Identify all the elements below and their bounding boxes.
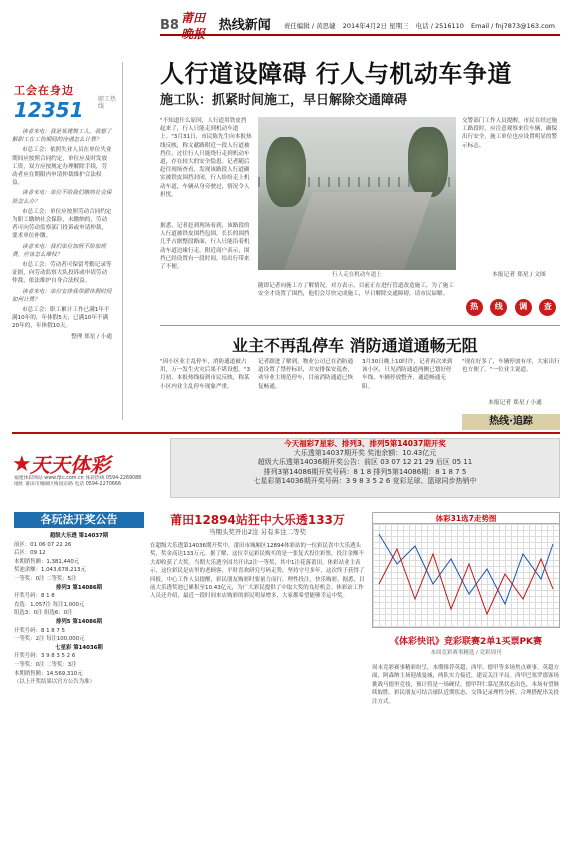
answer-2: 市总工会：单位应按照劳动合同约定为职工缴纳社会保险，未缴纳的，劳动者可向劳动监察部门投诉或申请仲裁，要求单位补缴。: [12, 208, 112, 240]
lottery-logo: 天天体彩: [30, 453, 110, 477]
notice-line: 开奖号码：3 9 8 3 5 2 6: [14, 653, 76, 660]
banner-line: 排列3第14086期开奖号码：8 1 8 排列5第14086期：8 1 8 7 5: [263, 467, 467, 476]
photo-caption: 行人走在机动车道上: [332, 272, 382, 278]
column-author: 整理 郑星 / 小通: [71, 333, 112, 340]
story1-col-a: "不知道什么原因，人行道用铁皮挡起来了，行人只能走到机动车道上。"3月31日，市民陈先生向本报热线反映，称文献路附近一段人行道被挡住，过往行人只能绕行走到机动车道，存在较大的安全隐患。记者随后赶往现场查看，发现该路段人行道确实被铁皮围挡封闭，行人纷纷走上机动车道，车辆从身旁驶过，情况令人担忧。: [160, 118, 252, 198]
logo-top-text: 工会在身边: [14, 84, 74, 97]
page-number: B8: [160, 18, 179, 34]
trend-line-blue: [379, 534, 553, 604]
logo-number: 12351: [14, 97, 84, 122]
mid-subhead: 当期头奖开出2注 另有多注二等奖: [208, 528, 307, 536]
page-header: [160, 10, 560, 34]
question-1: 读者来电：我是某建筑工人，我想了解职工在工伤期间的待遇怎么计算？: [12, 129, 112, 144]
issue-date: 2014年4月2日 星期三: [342, 21, 409, 30]
story1-col-c: 随即记者向施工方了解情况，对方表示，目前正在进行管道改造施工，为了施工安全才设置了围挡，他们会尽快完成施工，早日解除交通障碍，请市民谅解。: [258, 283, 454, 298]
question-3: 读者来电：我们单位加班不给加班费，应该怎么维权？: [12, 243, 106, 258]
notice-title: 各玩法开奖公告: [14, 512, 144, 528]
story2-author: 本报记者 郑星 / 小通: [488, 400, 542, 406]
question-2: 读者来电：单位不给我们缴纳社会保险怎么办？: [12, 190, 112, 205]
mid-headline[interactable]: 莆田12894站狂中大乐透133万: [170, 513, 345, 527]
notice-line: 奖池余额：1,043,678,213元: [14, 567, 86, 574]
notice-line: 本期销售额：14,569,310元: [14, 670, 83, 677]
banner-line: 超级大乐透第14036期开奖公告：前区 03 07 12 21 29 后区 05 11: [257, 458, 473, 466]
answer-1: 市总工会：依照失业人员在单位失业期间应按照合同约定，单位应及时发放工资，双方应按规定办理解除手续，劳动者应在期限内申请仲裁维护合法权益。: [12, 147, 112, 187]
pk-headline[interactable]: 《体彩快讯》竞彩联赛2单1买票PK赛: [389, 637, 543, 647]
star-icon: ★: [12, 452, 32, 477]
stamp-char: 线: [490, 299, 507, 316]
stamp-char: 调: [515, 299, 532, 316]
notice-line: 一等奖：0注 二等奖：3注: [14, 661, 77, 668]
story1-subhead: 施工队：抓紧时间施工，早日解除交通障碍: [160, 93, 408, 108]
question-4: 读者来电：单位安排我带薪休假时间如何计算？: [12, 288, 112, 303]
section-title: 热线新闻: [218, 18, 271, 34]
pk-article: 周末竞彩赛事精彩纷呈，本期推荐英超、西甲、德甲等多场焦点赛事。英超方面，阿森纳主场迎战曼城，两队实力接近，建议关注平局。西甲巴塞罗那客场挑战马德里竞技，预计将是一场硬仗。德甲拜仁慕尼黑状态出色，本场有望继续取胜。彩民朋友可结合球队近期状态、交锋记录理性分析，合理搭配串关投注方式。: [372, 665, 560, 705]
notice-line: 开奖号码：8 1 8 7 5: [14, 627, 65, 634]
notice-line: 后区：09 12: [14, 550, 46, 557]
story2-col-c: 3月30日晚上10时许，记者再次来到该小区，只见消防通道两侧已划好停车线，车辆停放整齐，通道畅通无阻。: [362, 359, 453, 390]
notice-line: 七星彩 第14036期: [55, 644, 103, 651]
tree-shape: [266, 137, 306, 207]
notice-line: 一等奖：0注 二等奖：5注: [14, 575, 77, 582]
banner-line: 七星彩第14036期开奖号码：3 9 8 3 5 2 6 竞彩足球、篮球同步热销中: [253, 477, 477, 485]
notice-line: 直选：1,057注 每注1,000元: [14, 601, 85, 608]
stamp-char: 热: [466, 299, 483, 316]
editor: 责任编辑 / 黄思婕: [283, 21, 336, 30]
story1-col-b: 据悉，记者赶到现场看到，该路段的人行道被铁皮围挡包围，长长的围挡几乎占据整段路面，行人只能沿着机动车道边缘行走。附近商户表示，围挡已经设置有一段时间，给出行带来了不便。: [160, 223, 250, 271]
email: Email / fnj7873@163.com: [471, 21, 555, 30]
notice-line: 前区：01 06 07 22 26: [14, 541, 72, 548]
banner-line: 今天福彩7星彩、排列3、排列5第14037期开奖: [284, 439, 446, 448]
stamp-char: 查: [539, 299, 556, 316]
phone: 电话 / 2516110: [415, 21, 464, 30]
story2-headline[interactable]: 业主不再乱停车 消防通道通畅无阻: [232, 336, 478, 355]
notice-line: 组选3：0注 组选6：0注: [14, 610, 73, 617]
pk-subhead: 本周竞彩赛事精选 / 竞彩周刊: [430, 650, 502, 656]
story2-col-a: "因小区业主乱停车，消防通道被占用，万一发生火灾后果不堪设想。"3月初，本报热线接到市民反映，称某小区内业主乱停车现象严重。: [160, 359, 251, 390]
lottery-banner: [170, 438, 560, 498]
story1-col-d: 交警部门工作人员提醒，市民在经过施工路段时，应注意观察来往车辆，确保出行安全，施工单位也应设置明显的警示标志。: [462, 118, 558, 149]
story1-author: 本报记者 郑星 / 文图: [492, 272, 546, 278]
lottery-meta: 福建体彩网站 www.fjtc.com.cn 体彩热线 0594-2269088 地址 莆田市城厢区梅园东路 电话 0594-2270666: [14, 476, 142, 487]
trend-chart: [372, 512, 560, 628]
header-rule: [160, 34, 560, 36]
notice-list: [14, 532, 144, 687]
answer-3: 市总工会：劳动者可保留考勤记录等证据，向劳动监察大队投诉或申请劳动仲裁，依法维护自身合法权益。: [12, 262, 112, 285]
notice-line: 排列5 第14086期: [56, 618, 102, 625]
mid-article: 在超级大乐透第14036期开奖中，莆田市城厢区12894体彩站的一位彩民喜中大乐透头奖，奖金高达133万元。据了解，这位幸运彩民购买的是一张复式投注彩票，投注金额不大却收获了大奖。当期大乐透全国共开出2注一等奖，其中1注花落莆田。体彩站业主表示，这位彩民是店里的老顾客，平时喜欢研究号码走势，坚持守号多年，这次终于获得了回报。中心工作人员提醒，彩民朋友购彩时要量力而行，理性投注，快乐购彩。据悉，目前大乐透奖池已累积至10.43亿元，为广大彩民提供了中取大奖的良好机会。体彩站工作人员还介绍，最近一段时间来店购彩的彩民明显增多，大家都希望能够幸运中奖。: [150, 543, 365, 600]
trend-lines: [373, 524, 559, 627]
story-divider: [160, 325, 560, 326]
notice-line: （以上开奖结果以官方公告为准）: [14, 679, 95, 686]
notice-line: 超级大乐透 第14037期: [49, 533, 109, 539]
story2-col-b: 记者跟进了解到，物业公司已在消防通道设置了禁停标识，并安排保安巡查，劝导业主规范停车，目前消防通道已恢复畅通。: [258, 359, 354, 390]
logo-side-text: 职工热线: [98, 96, 117, 110]
hotline-tracking-tab: 热线·追踪: [462, 414, 560, 430]
banner-line: 大乐透第14037期开奖 奖池余额：10.43亿元: [293, 448, 437, 457]
notice-line: 本期销售额：1,381,440元: [14, 558, 80, 565]
answer-4: 市总工会：职工累计工作已满1年不满10年的，年休假5天；已满10年不满20年的，年休假10天。: [12, 307, 110, 330]
paper-name: 莆田: [180, 10, 205, 25]
notice-line: 排列3 第14086期: [56, 584, 102, 591]
trend-title: 体彩31选7走势图: [373, 513, 559, 524]
qa-column: [12, 128, 112, 343]
story2-col-d: "现在好多了，车辆停放有序，大家出行也方便了。"一位业主说道。: [462, 359, 560, 374]
notice-line: 开奖号码：8 1 8: [14, 593, 55, 600]
hotline-survey-stamp: [462, 296, 560, 318]
street-photo: [258, 117, 456, 270]
road-shape: [283, 192, 432, 270]
story1-headline[interactable]: 人行道设障碍 行人与机动车争道: [160, 60, 512, 88]
notice-line: 一等奖：2注 每注100,000元: [14, 636, 85, 643]
fence-shape: [258, 177, 456, 187]
header-meta: [284, 22, 560, 31]
column-divider: [122, 62, 123, 420]
union-hotline-logo: [14, 84, 134, 122]
